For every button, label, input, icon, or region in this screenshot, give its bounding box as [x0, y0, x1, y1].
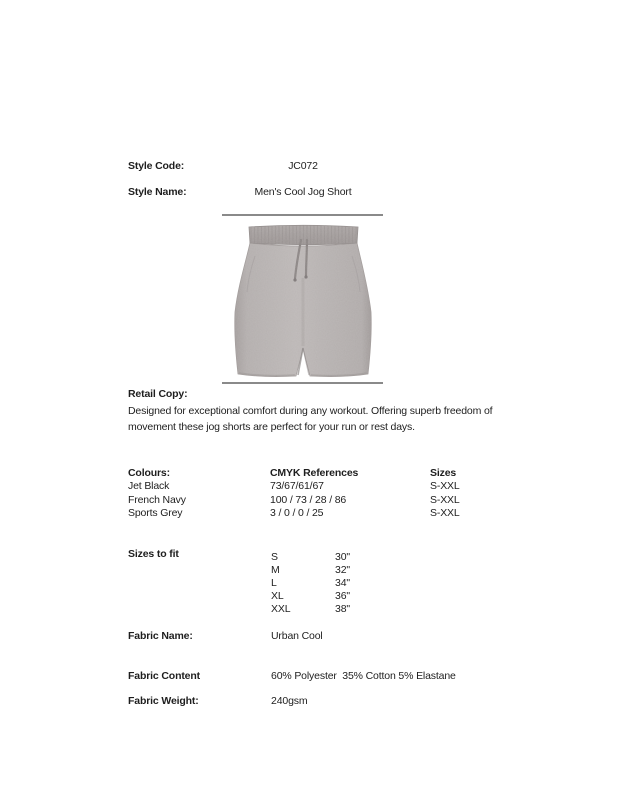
style-code-value: JC072: [288, 160, 318, 172]
style-code-label: Style Code:: [128, 160, 185, 172]
fabric-weight-label: Fabric Weight:: [128, 695, 199, 707]
sizes-range: S-XXL: [430, 507, 460, 520]
colours-name-column: [128, 467, 186, 521]
fabric-content-label: Fabric Content: [128, 670, 200, 682]
style-name-value: Men's Cool Jog Short: [254, 186, 352, 198]
colours-cmyk-column: [270, 467, 358, 521]
size-measure: 30": [335, 551, 350, 563]
style-name-label: Style Name:: [128, 186, 187, 198]
colour-name: French Navy: [128, 493, 186, 506]
size-measure-column: [335, 551, 350, 616]
cmyk-references-header: CMYK References: [270, 467, 359, 479]
jog-shorts-photo: [222, 216, 383, 380]
cmyk-value: 100 / 73 / 28 / 86: [270, 493, 347, 506]
heather-texture: [222, 216, 383, 380]
fabric-name-label: Fabric Name:: [128, 630, 193, 642]
colour-name: Jet Black: [128, 480, 170, 493]
size-letter: S: [271, 551, 278, 563]
image-bottom-divider: [222, 382, 383, 384]
sizes-to-fit-label: Sizes to fit: [128, 548, 179, 560]
cmyk-value: 73/67/61/67: [270, 480, 324, 493]
colours-label: Colours:: [128, 467, 170, 479]
retail-copy-label: Retail Copy:: [128, 388, 188, 400]
size-letter: M: [271, 563, 280, 576]
cmyk-value: 3 / 0 / 0 / 25: [270, 507, 324, 520]
fabric-name-value: Urban Cool: [271, 630, 323, 642]
size-letter-column: [271, 551, 290, 616]
jog-shorts-illustration: [222, 216, 383, 380]
fabric-weight-value: 240gsm: [271, 695, 308, 707]
retail-copy-text: [128, 403, 518, 436]
fabric-content-value: 60% Polyester 35% Cotton 5% Elastane: [271, 670, 456, 682]
size-measure: 38": [335, 602, 350, 615]
sizes-range: S-XXL: [430, 493, 460, 506]
size-measure: 34": [335, 576, 350, 589]
size-letter: L: [271, 576, 277, 589]
colour-name: Sports Grey: [128, 507, 183, 520]
sizes-header: Sizes: [430, 467, 457, 479]
retail-copy-line: movement these jog shorts are perfect for your run or rest days.: [128, 421, 415, 434]
colours-sizes-column: [430, 467, 460, 521]
sizes-range: S-XXL: [430, 480, 460, 493]
size-measure: 32": [335, 563, 350, 576]
retail-copy-line: Designed for exceptional comfort during any workout. Offering superb freedom of: [128, 405, 493, 417]
size-letter: XL: [271, 589, 284, 602]
size-measure: 36": [335, 589, 350, 602]
size-letter: XXL: [271, 602, 291, 615]
